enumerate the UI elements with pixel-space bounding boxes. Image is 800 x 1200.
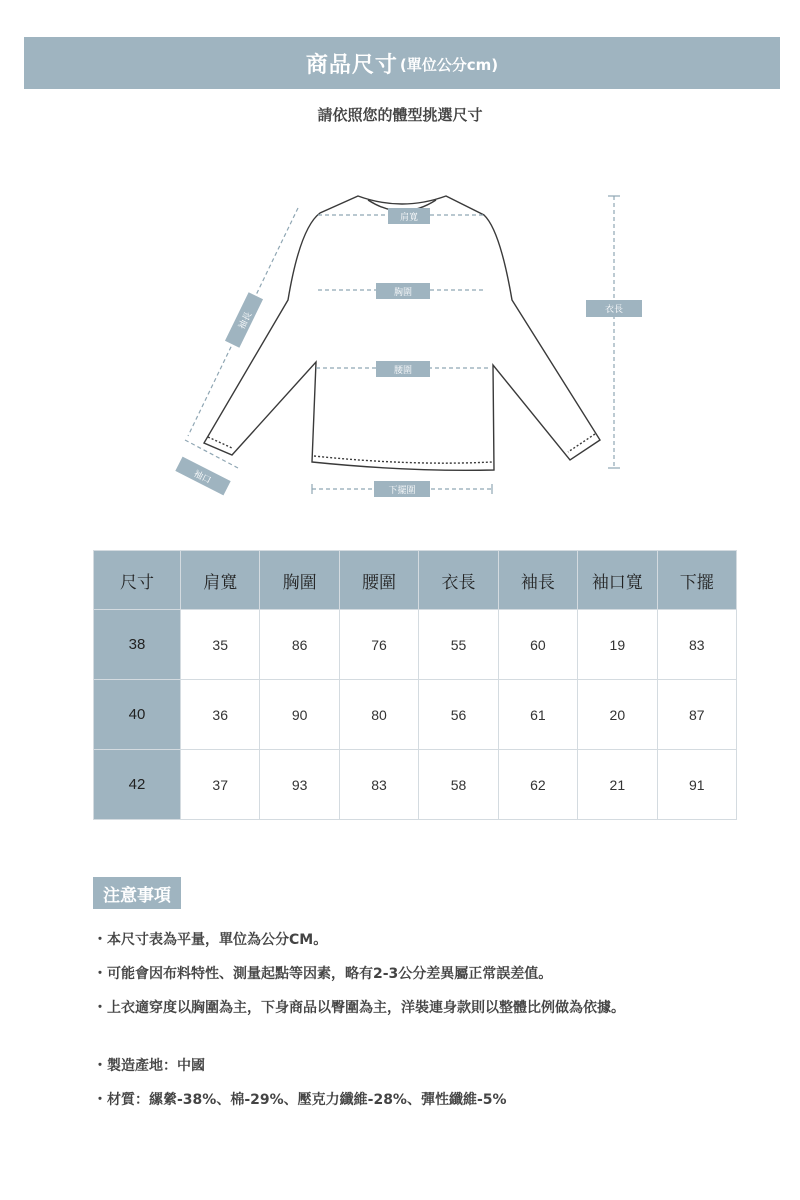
table-cell: 58 — [419, 750, 498, 820]
header-waist: 腰圍 — [339, 551, 418, 610]
table-cell: 90 — [260, 680, 339, 750]
size-cell: 42 — [94, 750, 181, 820]
notes-list — [93, 930, 773, 1032]
table-cell: 91 — [657, 750, 736, 820]
header-shoulder: 肩寬 — [181, 551, 260, 610]
header-title: 商品尺寸 — [305, 52, 398, 78]
label-sleeve — [225, 292, 263, 348]
size-table — [93, 550, 737, 820]
label-shoulder — [388, 208, 430, 224]
origin-item: ・ 製造產地：中國 — [93, 1056, 773, 1076]
note-item: ・ 上衣適穿度以胸圍為主，下身商品以臀圍為主，洋裝連身款則以整體比例做為依據。 — [93, 998, 773, 1018]
note-item: ・ 可能會因布料特性、測量起點等因素，略有2-3公分差異屬正常誤差值。 — [93, 964, 773, 984]
table-cell: 83 — [339, 750, 418, 820]
table-cell: 35 — [181, 610, 260, 680]
shirt-diagram — [0, 170, 800, 520]
label-length-text: 衣長 — [604, 305, 624, 315]
label-waist — [376, 361, 430, 377]
table-cell: 87 — [657, 680, 736, 750]
table-cell: 60 — [498, 610, 577, 680]
product-info-list — [93, 1056, 773, 1124]
size-guide-subtitle: 請依照您的體型挑選尺寸 — [317, 106, 483, 124]
table-cell: 20 — [578, 680, 657, 750]
label-chest-text: 胸圍 — [393, 288, 413, 298]
table-cell: 55 — [419, 610, 498, 680]
table-cell: 19 — [578, 610, 657, 680]
size-cell: 38 — [94, 610, 181, 680]
header-chest: 胸圍 — [260, 551, 339, 610]
table-cell: 93 — [260, 750, 339, 820]
table-header-row — [94, 551, 737, 610]
table-cell: 61 — [498, 680, 577, 750]
label-chest — [376, 283, 430, 299]
table-cell: 62 — [498, 750, 577, 820]
note-item: ・ 本尺寸表為平量，單位為公分CM。 — [93, 930, 773, 950]
label-cuff — [175, 457, 230, 496]
table-row — [94, 680, 737, 750]
table-row — [94, 610, 737, 680]
material-item: ・ 材質：縲縈-38%、棉-29%、壓克力纖維-28%、彈性纖維-5% — [93, 1090, 773, 1110]
label-sleeve-text: 袖長 — [237, 310, 255, 332]
header-unit: (單位公分cm) — [399, 56, 499, 74]
label-shoulder-text: 肩寬 — [399, 213, 419, 223]
label-hem — [374, 481, 430, 497]
header-hem: 下擺 — [657, 551, 736, 610]
notes-title: 注意事項 — [93, 877, 181, 909]
page-header — [24, 37, 780, 89]
size-cell: 40 — [94, 680, 181, 750]
table-row — [94, 750, 737, 820]
table-cell: 36 — [181, 680, 260, 750]
label-hem-text: 下擺圍 — [388, 486, 416, 496]
header-length: 衣長 — [419, 551, 498, 610]
table-cell: 56 — [419, 680, 498, 750]
measure-ticks — [312, 196, 620, 494]
label-cuff-text: 袖口 — [191, 469, 213, 487]
table-cell: 37 — [181, 750, 260, 820]
header-cuff: 袖口寬 — [578, 551, 657, 610]
table-cell: 83 — [657, 610, 736, 680]
label-waist-text: 腰圍 — [393, 366, 413, 376]
header-sleeve: 袖長 — [498, 551, 577, 610]
shirt-outline — [204, 196, 600, 470]
label-length — [586, 300, 642, 317]
header-size: 尺寸 — [94, 551, 181, 610]
measure-lines — [185, 196, 614, 489]
table-cell: 86 — [260, 610, 339, 680]
table-cell: 76 — [339, 610, 418, 680]
table-cell: 80 — [339, 680, 418, 750]
table-cell: 21 — [578, 750, 657, 820]
